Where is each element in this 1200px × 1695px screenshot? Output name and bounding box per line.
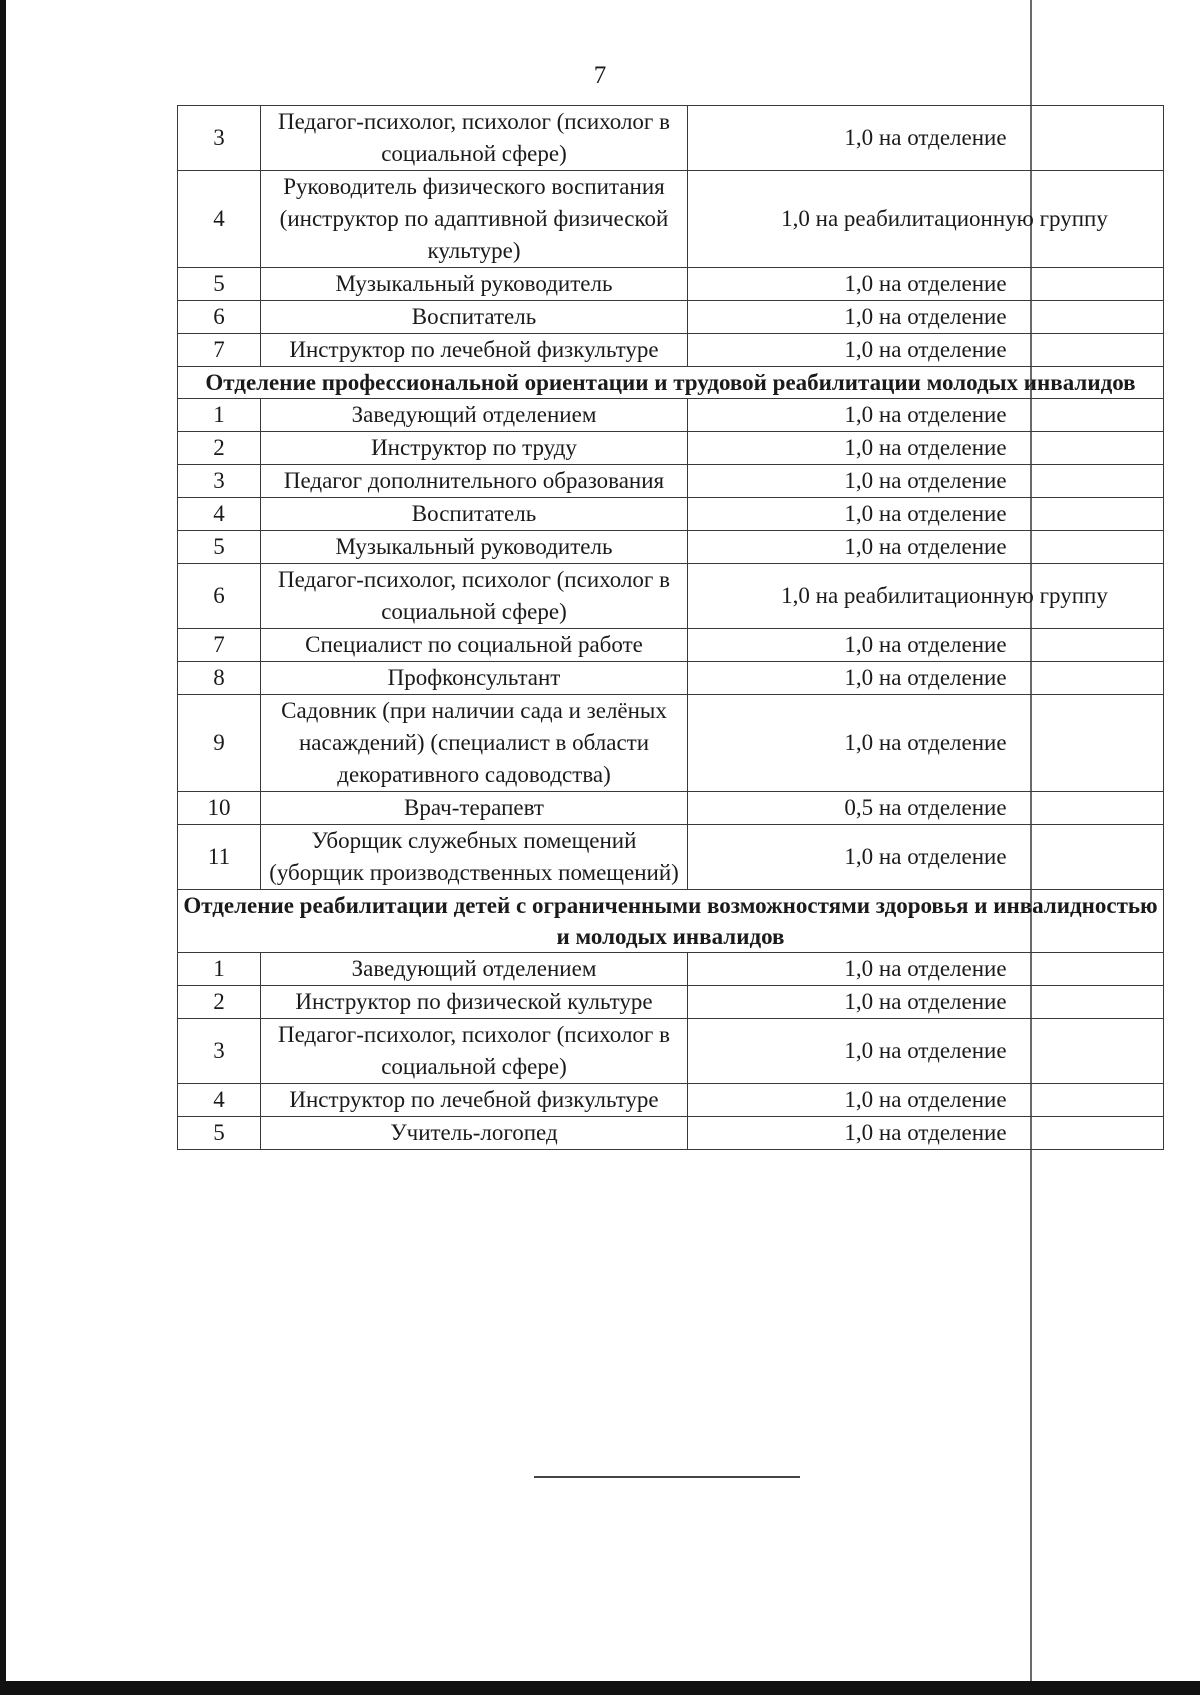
row-number: 9 — [178, 695, 261, 792]
staff-norm: 1,0 на отделение — [688, 1084, 1164, 1117]
table-row — [178, 1084, 1164, 1117]
table-row — [178, 334, 1164, 367]
end-of-table-rule — [534, 1476, 800, 1478]
staff-norm: 1,0 на отделение — [688, 399, 1164, 432]
table-row — [178, 1117, 1164, 1150]
position-name: Заведующий отделением — [261, 953, 688, 986]
table-row — [178, 986, 1164, 1019]
row-number: 3 — [178, 465, 261, 498]
row-number: 5 — [178, 1117, 261, 1150]
table-row — [178, 432, 1164, 465]
scan-border-left — [0, 0, 6, 1695]
position-name: Садовник (при наличии сада и зелёных насаждений) (специалист в области декоративного садоводства) — [261, 695, 688, 792]
position-name: Врач-терапевт — [261, 792, 688, 825]
table-row — [178, 792, 1164, 825]
position-name: Профконсультант — [261, 662, 688, 695]
staff-norm: 1,0 на отделение — [688, 106, 1164, 171]
position-name: Педагог-психолог, психолог (психолог в социальной сфере) — [261, 1019, 688, 1084]
row-number: 10 — [178, 792, 261, 825]
table-row — [178, 825, 1164, 890]
row-number: 11 — [178, 825, 261, 890]
position-name: Музыкальный руководитель — [261, 268, 688, 301]
staff-norm: 1,0 на отделение — [688, 498, 1164, 531]
staff-norm: 0,5 на отделение — [688, 792, 1164, 825]
position-name: Руководитель физического воспитания (инструктор по адаптивной физической культуре) — [261, 171, 688, 268]
row-number: 3 — [178, 1019, 261, 1084]
staff-norm: 1,0 на отделение — [688, 953, 1164, 986]
table-row — [178, 171, 1164, 268]
row-number: 6 — [178, 564, 261, 629]
staff-norm: 1,0 на отделение — [688, 531, 1164, 564]
row-number: 5 — [178, 268, 261, 301]
row-number: 3 — [178, 106, 261, 171]
position-name: Воспитатель — [261, 301, 688, 334]
section-heading: Отделение профессиональной ориентации и трудовой реабилитации молодых инвалидов — [178, 367, 1164, 399]
staff-norm: 1,0 на отделение — [688, 986, 1164, 1019]
staff-norm: 1,0 на отделение — [688, 629, 1164, 662]
staff-norm: 1,0 на отделение — [688, 825, 1164, 890]
section-heading-row — [178, 367, 1164, 399]
table-row — [178, 268, 1164, 301]
table-row — [178, 953, 1164, 986]
section-heading: Отделение реабилитации детей с ограниченными возможностями здоровья и инвалидностью и молодых инвалидов — [178, 890, 1164, 953]
table-row — [178, 531, 1164, 564]
position-name: Инструктор по физической культуре — [261, 986, 688, 1019]
staff-norm: 1,0 на отделение — [688, 662, 1164, 695]
row-number: 2 — [178, 986, 261, 1019]
staff-norm: 1,0 на отделение — [688, 334, 1164, 367]
table-row — [178, 106, 1164, 171]
table-row — [178, 498, 1164, 531]
position-name: Воспитатель — [261, 498, 688, 531]
staff-norm: 1,0 на отделение — [688, 1117, 1164, 1150]
staff-norm: 1,0 на отделение — [688, 465, 1164, 498]
table-row — [178, 564, 1164, 629]
position-name: Специалист по социальной работе — [261, 629, 688, 662]
table-row — [178, 1019, 1164, 1084]
position-name: Педагог-психолог, психолог (психолог в социальной сфере) — [261, 564, 688, 629]
row-number: 8 — [178, 662, 261, 695]
staff-norm: 1,0 на реабилитационную группу — [688, 171, 1164, 268]
staff-norm: 1,0 на реабилитационную группу — [688, 564, 1164, 629]
position-name: Уборщик служебных помещений (уборщик производственных помещений) — [261, 825, 688, 890]
row-number: 5 — [178, 531, 261, 564]
table-row — [178, 301, 1164, 334]
section-heading-row — [178, 890, 1164, 953]
position-name: Музыкальный руководитель — [261, 531, 688, 564]
staff-norm: 1,0 на отделение — [688, 1019, 1164, 1084]
position-name: Инструктор по труду — [261, 432, 688, 465]
page-number: 7 — [593, 62, 607, 89]
table-row — [178, 465, 1164, 498]
row-number: 4 — [178, 171, 261, 268]
row-number: 6 — [178, 301, 261, 334]
row-number: 4 — [178, 1084, 261, 1117]
row-number: 7 — [178, 334, 261, 367]
position-name: Педагог-психолог, психолог (психолог в социальной сфере) — [261, 106, 688, 171]
row-number: 2 — [178, 432, 261, 465]
position-name: Инструктор по лечебной физкультуре — [261, 1084, 688, 1117]
staff-norm: 1,0 на отделение — [688, 301, 1164, 334]
row-number: 4 — [178, 498, 261, 531]
position-name: Инструктор по лечебной физкультуре — [261, 334, 688, 367]
row-number: 1 — [178, 953, 261, 986]
table-row — [178, 662, 1164, 695]
table-row — [178, 629, 1164, 662]
staff-norm: 1,0 на отделение — [688, 432, 1164, 465]
position-name: Учитель-логопед — [261, 1117, 688, 1150]
position-name: Заведующий отделением — [261, 399, 688, 432]
position-name: Педагог дополнительного образования — [261, 465, 688, 498]
staff-table — [177, 105, 1164, 1150]
row-number: 1 — [178, 399, 261, 432]
row-number: 7 — [178, 629, 261, 662]
table-row — [178, 399, 1164, 432]
staff-norm: 1,0 на отделение — [688, 268, 1164, 301]
table-row — [178, 695, 1164, 792]
staff-norm: 1,0 на отделение — [688, 695, 1164, 792]
scan-border-bottom — [0, 1681, 1200, 1695]
